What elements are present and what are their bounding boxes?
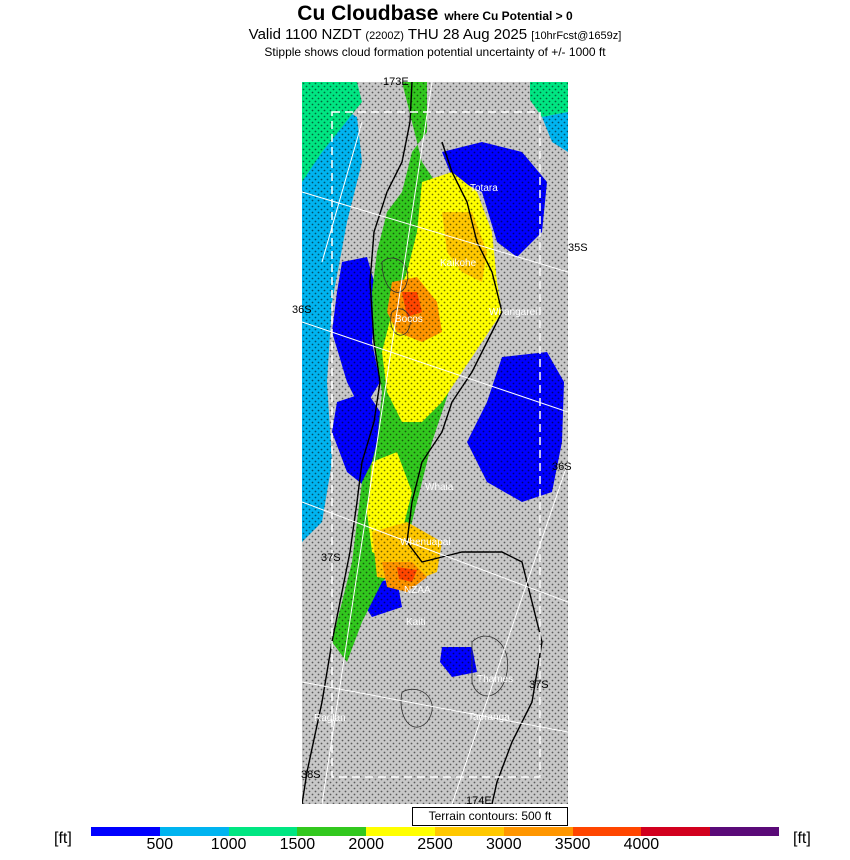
colorbar-tick-label: 500 bbox=[146, 836, 174, 853]
colorbar-tick-label: 3000 bbox=[486, 836, 522, 853]
colorbar-tick-label: 1500 bbox=[279, 836, 316, 853]
place-bocos: Bocos bbox=[395, 314, 423, 325]
place-tauranga: Tauranga bbox=[468, 712, 510, 723]
colorbar-segment bbox=[91, 827, 160, 836]
forecast-run: [10hrFcst@1659z] bbox=[531, 30, 622, 42]
lon-label-174e: 174E bbox=[466, 795, 492, 807]
colorbar-tick-label: 4000 bbox=[623, 836, 660, 853]
lat-label-37s-east: 37S bbox=[529, 679, 549, 691]
place-thames: Thames bbox=[477, 674, 514, 685]
lat-label-38s: 38S bbox=[301, 769, 321, 781]
place-totara: Totara bbox=[470, 183, 498, 194]
valid-time-line bbox=[0, 26, 850, 43]
colorbar-segment bbox=[710, 827, 779, 836]
colorbar-segment bbox=[366, 827, 435, 836]
lat-label-36s-west: 36S bbox=[292, 304, 312, 316]
place-raglan: Raglan bbox=[314, 713, 346, 724]
colorbar-tick-label: 3500 bbox=[554, 836, 591, 853]
colorbar-tick-label: 2000 bbox=[348, 836, 384, 853]
cloudbase-map bbox=[302, 82, 568, 804]
lat-label-37s-west: 37S bbox=[321, 552, 341, 564]
title-main: Cu Cloudbase bbox=[297, 2, 439, 25]
place-kaikohe: Kaikohe bbox=[440, 258, 477, 269]
title-qualifier: where Cu Potential > 0 bbox=[444, 9, 573, 23]
colorbar-segment bbox=[504, 827, 573, 836]
colorbar-unit-right: [ft] bbox=[793, 830, 811, 847]
colorbar-segment bbox=[297, 827, 366, 836]
colorbar-tick-label: 2500 bbox=[417, 836, 453, 853]
lon-label-173e: 173E bbox=[383, 76, 409, 88]
terrain-contour-note: Terrain contours: 500 ft bbox=[412, 807, 568, 826]
colorbar-segment bbox=[229, 827, 298, 836]
utc-time: (2200Z) bbox=[365, 30, 404, 42]
colorbar-tick-label: 1000 bbox=[210, 836, 247, 853]
lat-label-35s: 35S bbox=[568, 242, 588, 254]
place-whenuapai: Whenuapai bbox=[400, 537, 451, 548]
forecast-date: THU 28 Aug 2025 bbox=[407, 26, 528, 43]
lat-label-36s-east: 36S bbox=[552, 461, 572, 473]
colorbar-segment bbox=[435, 827, 504, 836]
colorbar-segment bbox=[573, 827, 642, 836]
colorbar-unit-left: [ft] bbox=[54, 830, 72, 847]
place-nzaa: NZAA bbox=[404, 585, 431, 596]
chart-title bbox=[0, 2, 850, 26]
valid-time: Valid 1100 NZDT bbox=[248, 26, 362, 43]
colorbar-segment bbox=[160, 827, 229, 836]
place-kaiti: Kaiti bbox=[406, 617, 426, 628]
subtitle: Stipple shows cloud formation potential uncertainty of +/- 1000 ft bbox=[264, 45, 606, 59]
colorbar bbox=[91, 827, 779, 836]
colorbar-segment bbox=[641, 827, 710, 836]
place-whangarei: Whangarei bbox=[489, 307, 538, 318]
place-whaia: Whaia bbox=[425, 482, 454, 493]
